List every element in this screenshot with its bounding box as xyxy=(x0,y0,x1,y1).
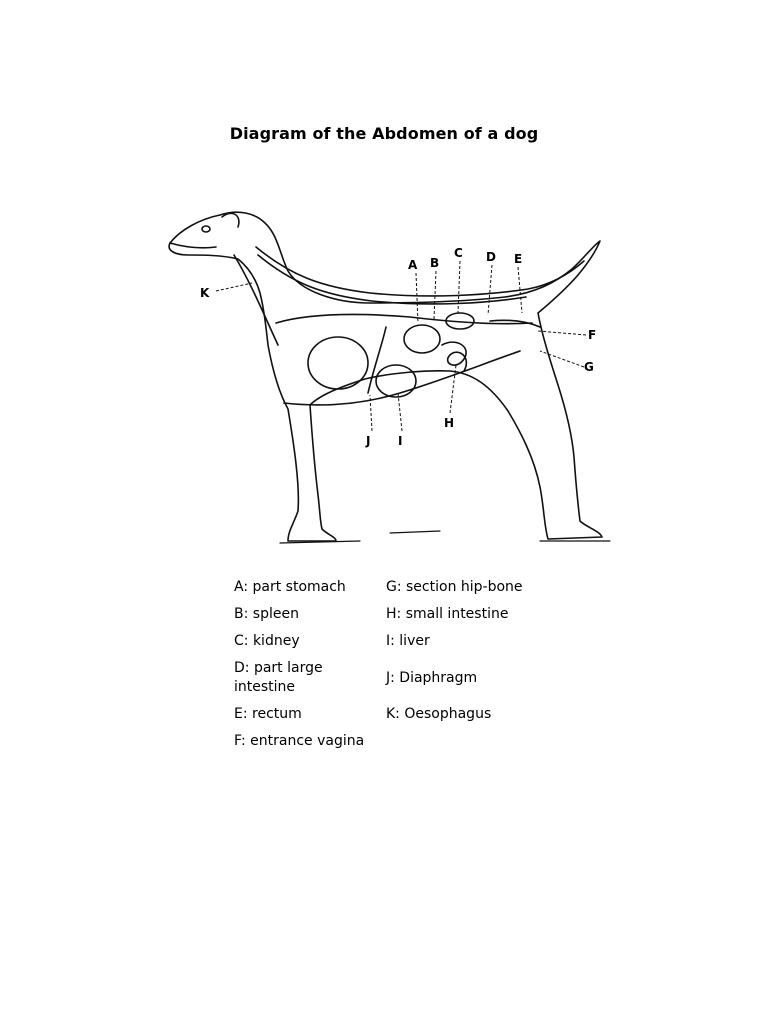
leader-g xyxy=(540,351,584,367)
legend-row xyxy=(228,628,532,655)
legend-item-h: H: small intestine xyxy=(386,606,509,622)
liver-organ xyxy=(376,365,416,397)
legend-item-e: E: rectum xyxy=(234,706,302,722)
leader-k xyxy=(216,283,252,291)
callout-b: B xyxy=(430,256,440,270)
dog-anatomy-figure xyxy=(160,195,620,550)
leader-a xyxy=(416,273,418,323)
legend-row xyxy=(228,728,532,755)
leader-h xyxy=(450,365,456,413)
dog-body-outline xyxy=(169,212,602,541)
callout-a: A xyxy=(408,258,418,272)
diaphragm-line xyxy=(368,327,386,393)
legend-item-j: J: Diaphragm xyxy=(386,669,478,686)
callout-c: C xyxy=(454,246,463,260)
callout-e: E xyxy=(514,252,523,266)
callout-i: I xyxy=(398,434,403,448)
legend-item-a: A: part stomach xyxy=(234,579,346,595)
stomach-organ xyxy=(404,325,440,353)
leader-i xyxy=(398,393,402,431)
heart-lung-organ xyxy=(308,337,368,389)
legend-item-c: C: kidney xyxy=(234,633,300,649)
legend-empty-cell xyxy=(380,728,532,755)
legend-item-f: F: entrance vagina xyxy=(234,733,365,749)
callout-h: H xyxy=(444,416,455,430)
callout-j: J xyxy=(366,434,371,448)
jaw-line xyxy=(170,243,216,248)
abdominal-wall xyxy=(276,315,532,324)
leader-c xyxy=(458,261,460,313)
intestine-coil xyxy=(442,342,466,371)
callout-g: G xyxy=(584,360,594,374)
callout-d: D xyxy=(486,250,496,264)
ground-line xyxy=(280,531,610,543)
legend-row xyxy=(228,701,532,728)
leader-b xyxy=(434,271,436,319)
callout-f: F xyxy=(588,328,597,342)
leader-d xyxy=(488,265,492,315)
legend-item-i: I: liver xyxy=(386,633,430,649)
legend-table xyxy=(228,574,532,755)
ear xyxy=(222,213,239,227)
legend-item-g: G: section hip-bone xyxy=(386,579,523,595)
callout-k: K xyxy=(200,286,210,300)
legend-row xyxy=(228,574,532,601)
page-title: Diagram of the Abdomen of a dog xyxy=(229,124,539,143)
legend-row xyxy=(228,655,532,701)
legend-item-k: K: Oesophagus xyxy=(386,706,492,722)
legend-row xyxy=(228,601,532,628)
oesophagus-line xyxy=(234,255,278,345)
leader-f xyxy=(538,331,586,335)
spine-line xyxy=(256,247,584,296)
eye xyxy=(202,226,210,232)
legend-item-d: D: part large intestine xyxy=(234,660,323,695)
dog-anatomy-illustration xyxy=(160,195,620,550)
legend-item-b: B: spleen xyxy=(234,606,299,622)
